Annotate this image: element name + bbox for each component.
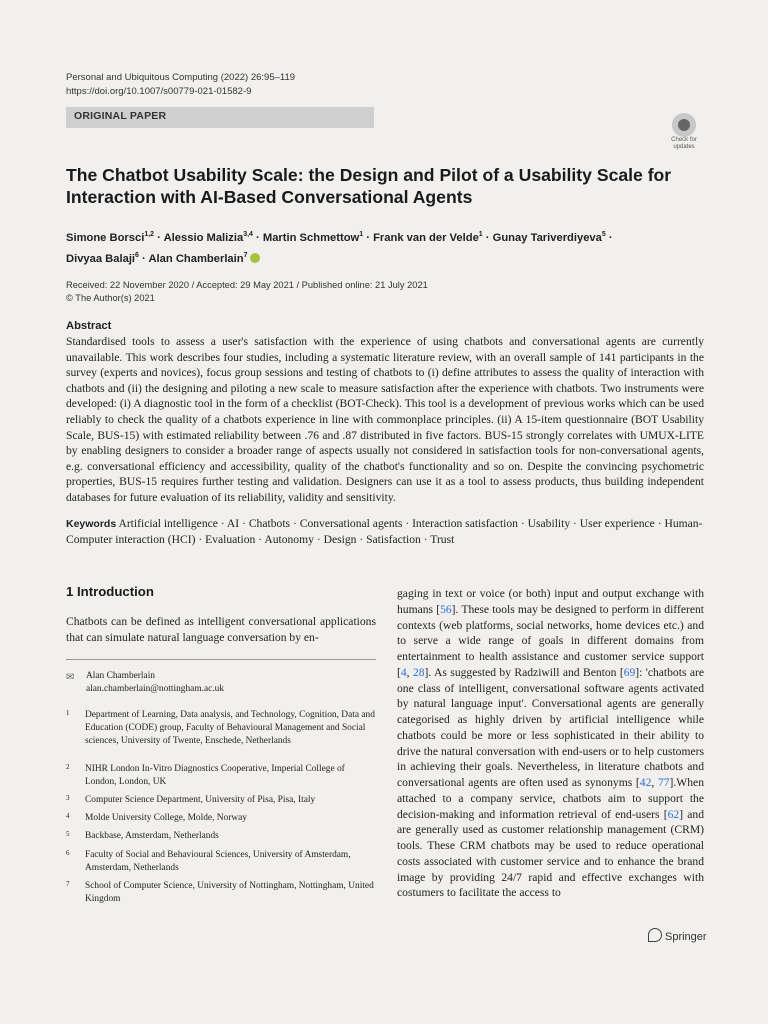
section-label: ORIGINAL PAPER	[74, 110, 167, 122]
author-name[interactable]: Divyaa Balaji	[66, 253, 136, 265]
paper-title: The Chatbot Usability Scale: the Design and Pilot of a Usability Scale for Interaction with AI-Based Conversational Agents	[66, 165, 672, 207]
envelope-icon: ✉	[66, 672, 75, 683]
abstract-text: Standardised tools to assess a user's satisfaction with the experience of using chatbots and conversational agents are currently unavailable. This work describes four studies, including a systematic literature review, with an overall sample of 141 participants in the survey (experts and novices), focus group sessions and testing of chatbots to (i) define attributes to assess the quality of interaction with chatbots and (ii) the designing and piloting a new scale to measure satisfaction after the experience with chatbots. Two instruments were developed: (i) A diagnostic tool in the form of a checklist (BOT-Check). This tool is a development of previous works which can be used reliably to check the quality of a chatbots experience in line with commonplace principles. (ii) A 15-item questionnaire (BOT Usability Scale, BUS-15) with estimated reliability between .76 and .87 distributed in five factors. BUS-15 strongly correlates with UMUX-LITE by enabling designers to consider a broader range of aspects usually not considered in satisfaction tools for non-conversational agents, e.g. conversational efficiency and accessibility, quality of the chatbot's functionality and so on. Despite the convincing psychometric properties, BUS-15 requires further testing and validation. Designers can use it as a tool to assess products, thus building independent databases for future evaluation of its reliability, validity and sensitivity.	[66, 335, 704, 504]
footnote-divider	[66, 659, 376, 660]
author-affil-sup: 1,2	[144, 231, 155, 238]
intro-column-1-text: Chatbots can be defined as intelligent conversational applications that can simulate natural language conversation by en-	[66, 615, 376, 645]
body-text: ]. As suggested by Radziwill and Benton [	[424, 665, 624, 679]
keywords-label: Keywords	[66, 518, 117, 530]
body-text: gaging in text or voice (or both) input and output exchange with humans [	[397, 587, 704, 616]
author-list	[66, 226, 716, 268]
intro-column-2-text	[397, 586, 704, 901]
affiliation-number: 7	[66, 880, 70, 888]
author-affil-sup: 1	[359, 231, 364, 238]
springer-horse-icon	[648, 928, 662, 942]
journal-citation: Personal and Ubiquitous Computing (2022) 26:95–119	[66, 72, 296, 83]
affiliation-number: 2	[66, 763, 70, 771]
affiliation-number: 5	[66, 830, 70, 838]
author-name[interactable]: · Gunay Tariverdiyeva	[482, 232, 602, 244]
author-name[interactable]: · Alessio Malizia	[154, 232, 244, 244]
doi-link[interactable]: https://doi.org/10.1007/s00779-021-01582-9	[66, 86, 252, 97]
correspondence-email[interactable]: alan.chamberlain@nottingham.ac.uk	[86, 684, 225, 694]
publisher-name: Springer	[665, 931, 707, 943]
body-text: ]: 'chatbots are one class of intelligent, conversational software agents activated by natural language input'. Conversational agents are generally categorised as highly driven by artificial intelligence while chatbots could be more or less sophisticated in their ability to drive the natural conversation with end-users or to help customers in achieving their goals. Nevertheless, in literature chatbots and conversational agents are often used as synonyms [	[397, 665, 704, 789]
author-affil-sup: 5	[601, 231, 606, 238]
author-line-1	[66, 226, 716, 247]
check-for-updates-badge[interactable]	[664, 113, 704, 155]
orcid-icon[interactable]	[250, 253, 260, 263]
received-line: Received: 22 November 2020 / Accepted: 29 May 2021 / Published online: 21 July 2021	[66, 280, 428, 290]
publisher-logo	[648, 928, 707, 943]
journal-header	[66, 71, 295, 99]
author-name[interactable]: Simone Borsci	[66, 232, 145, 244]
affiliation-number: 1	[66, 709, 70, 717]
body-text: ].When attached to a company service, chatbots aim to support the decision-making and information retrieval of end-users [	[397, 776, 704, 821]
affiliation-number: 3	[66, 794, 70, 802]
affiliation-text: Backbase, Amsterdam, Netherlands	[85, 831, 219, 841]
correspondence-name: Alan Chamberlain	[86, 671, 155, 681]
affiliation-number: 6	[66, 849, 70, 857]
body-text: ,	[651, 776, 658, 789]
citation-link[interactable]: 28	[412, 665, 425, 679]
author-affil-sup: 3,4	[243, 231, 253, 238]
author-name[interactable]: · Alan Chamberlain	[138, 253, 244, 265]
citation-link[interactable]: 77	[657, 776, 670, 789]
author-affil-sup: 7	[243, 252, 248, 259]
body-text: ]. These tools may be designed to perform in different contexts (web platforms, social networks, home devices etc.) and to serve a wide range of goals in different domains from entertainment to health assistance and customer service support [	[397, 602, 704, 679]
author-affil-sup: 1	[478, 231, 483, 238]
affiliation-number: 4	[66, 812, 70, 820]
affiliation-text: Computer Science Department, University of Pisa, Pisa, Italy	[85, 795, 316, 805]
citation-link[interactable]: 69	[623, 665, 636, 679]
check-updates-label: Check for updates	[671, 137, 697, 150]
copyright-line: © The Author(s) 2021	[66, 293, 155, 303]
publication-dates	[66, 279, 428, 305]
affiliation-text: NIHR London In-Vitro Diagnostics Cooperative, Imperial College of London, London, UK	[85, 764, 345, 787]
citation-link[interactable]: 62	[667, 807, 680, 821]
check-updates-icon	[672, 113, 696, 137]
citation-link[interactable]: 42	[639, 776, 652, 789]
author-separator: ·	[605, 232, 613, 244]
citation-link[interactable]: 4	[400, 665, 407, 679]
affiliation-text: Molde University College, Molde, Norway	[85, 813, 247, 823]
body-text: ,	[406, 665, 413, 679]
affiliation-text: Department of Learning, Data analysis, and Technology, Cognition, Data and Education (CODE) group, Faculty of Behavioural Management and Social sciences, University of Twente, Enschede, Netherlands	[85, 710, 375, 746]
abstract-heading: Abstract	[66, 320, 112, 332]
section-heading-introduction: 1 Introduction	[66, 584, 154, 599]
citation-link[interactable]: 56	[440, 602, 452, 616]
author-name[interactable]: · Frank van der Velde	[363, 232, 479, 244]
section-label-bar	[66, 107, 374, 128]
keywords-text: Artificial intelligence · AI · Chatbots · Conversational agents · Interaction satisfaction · Usability · User experience · Human-Computer interaction (HCI) · Evaluation · Autonomy · Design · Satisfaction · Trust	[66, 517, 703, 546]
affiliation-text: School of Computer Science, University of Nottingham, Nottingham, United Kingdom	[85, 881, 374, 904]
author-affil-sup: 6	[135, 252, 139, 259]
author-line-2	[66, 247, 716, 268]
body-text: ] and are generally used as customer relationship management (CRM) tools. These CRM chatbots may be used to reduce operational costs associated with customer service and to enhance the brand image by providing 24/7 rapid and effective exchanges with costumers to facilitate the access to	[397, 807, 704, 900]
keywords	[66, 516, 706, 548]
affiliation-text: Faculty of Social and Behavioural Sciences, University of Amsterdam, Amsterdam, Netherlands	[85, 850, 351, 873]
author-name[interactable]: · Martin Schmettow	[252, 232, 360, 244]
